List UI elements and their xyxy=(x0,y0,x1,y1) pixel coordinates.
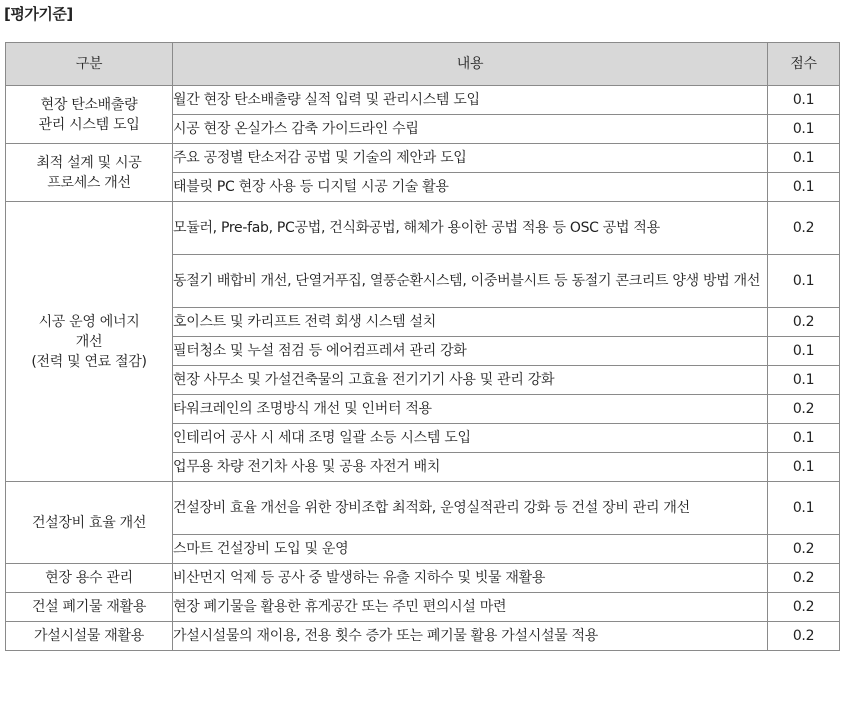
score-cell: 0.2 xyxy=(768,564,840,593)
content-cell: 인테리어 공사 시 세대 조명 일괄 소등 시스템 도입 xyxy=(173,424,768,453)
table-row xyxy=(6,482,840,535)
table-row xyxy=(6,593,840,622)
category-cell xyxy=(6,144,173,202)
category-line: 최적 설계 및 시공 xyxy=(36,154,142,171)
score-cell: 0.1 xyxy=(768,366,840,395)
score-cell: 0.2 xyxy=(768,622,840,651)
header-category: 구분 xyxy=(6,43,173,86)
content-cell: 비산먼지 억제 등 공사 중 발생하는 유출 지하수 및 빗물 재활용 xyxy=(173,564,768,593)
category-line: 건설 폐기물 재활용 xyxy=(31,599,147,615)
table-row xyxy=(6,86,840,115)
content-cell: 타워크레인의 조명방식 개선 및 인버터 적용 xyxy=(173,395,768,424)
page-title: [평가기준] xyxy=(4,5,73,23)
header-content: 내용 xyxy=(173,43,768,86)
score-cell: 0.2 xyxy=(768,395,840,424)
content-cell: 동절기 배합비 개선, 단열거푸집, 열풍순환시스템, 이중버블시트 등 동절기 콘크리트 양생 방법 개선 xyxy=(173,255,768,308)
category-line: 프로세스 개선 xyxy=(47,174,131,191)
category-line: 현장 탄소배출량 xyxy=(40,96,138,113)
content-cell: 태블릿 PC 현장 사용 등 디지털 시공 기술 활용 xyxy=(173,173,768,202)
score-cell: 0.2 xyxy=(768,593,840,622)
category-line: 시공 운영 에너지 xyxy=(38,313,140,330)
category-line: 건설장비 효율 개선 xyxy=(31,514,147,531)
category-cell xyxy=(6,564,173,593)
content-cell: 시공 현장 온실가스 감축 가이드라인 수립 xyxy=(173,115,768,144)
category-line: 가설시설물 재활용 xyxy=(34,628,144,644)
category-cell xyxy=(6,482,173,564)
category-line: 현장 용수 관리 xyxy=(45,570,133,586)
score-cell: 0.1 xyxy=(768,173,840,202)
content-cell: 스마트 건설장비 도입 및 운영 xyxy=(173,535,768,564)
category-cell xyxy=(6,86,173,144)
score-cell: 0.1 xyxy=(768,453,840,482)
score-cell: 0.1 xyxy=(768,115,840,144)
score-cell: 0.1 xyxy=(768,255,840,308)
table-row xyxy=(6,202,840,255)
content-cell: 월간 현장 탄소배출량 실적 입력 및 관리시스템 도입 xyxy=(173,86,768,115)
score-cell: 0.2 xyxy=(768,535,840,564)
content-cell: 현장 사무소 및 가설건축물의 고효율 전기기기 사용 및 관리 강화 xyxy=(173,366,768,395)
category-line: 관리 시스템 도입 xyxy=(38,116,140,133)
content-cell: 건설장비 효율 개선을 위한 장비조합 최적화, 운영실적관리 강화 등 건설 장비 관리 개선 xyxy=(173,482,768,535)
score-cell: 0.1 xyxy=(768,337,840,366)
category-cell xyxy=(6,593,173,622)
category-cell xyxy=(6,202,173,482)
content-cell: 필터청소 및 누설 점검 등 에어컴프레셔 관리 강화 xyxy=(173,337,768,366)
content-cell: 호이스트 및 카리프트 전력 회생 시스템 설치 xyxy=(173,308,768,337)
content-cell: 현장 폐기물을 활용한 휴게공간 또는 주민 편의시설 마련 xyxy=(173,593,768,622)
category-line: (전력 및 연료 절감) xyxy=(31,353,147,370)
category-cell xyxy=(6,622,173,651)
evaluation-criteria-table xyxy=(5,42,840,651)
content-cell: 모듈러, Pre-fab, PC공법, 건식화공법, 해체가 용이한 공법 적용 등 OSC 공법 적용 xyxy=(173,202,768,255)
score-cell: 0.2 xyxy=(768,308,840,337)
score-cell: 0.1 xyxy=(768,144,840,173)
score-cell: 0.1 xyxy=(768,86,840,115)
category-line: 개선 xyxy=(75,333,103,350)
score-cell: 0.2 xyxy=(768,202,840,255)
score-cell: 0.1 xyxy=(768,482,840,535)
score-cell: 0.1 xyxy=(768,424,840,453)
table-row xyxy=(6,622,840,651)
content-cell: 업무용 차량 전기차 사용 및 공용 자전거 배치 xyxy=(173,453,768,482)
content-cell: 주요 공정별 탄소저감 공법 및 기술의 제안과 도입 xyxy=(173,144,768,173)
header-score: 점수 xyxy=(768,43,840,86)
table-row xyxy=(6,564,840,593)
table-header-row xyxy=(6,43,840,86)
content-cell: 가설시설물의 재이용, 전용 횟수 증가 또는 폐기물 활용 가설시설물 적용 xyxy=(173,622,768,651)
table-row xyxy=(6,144,840,173)
